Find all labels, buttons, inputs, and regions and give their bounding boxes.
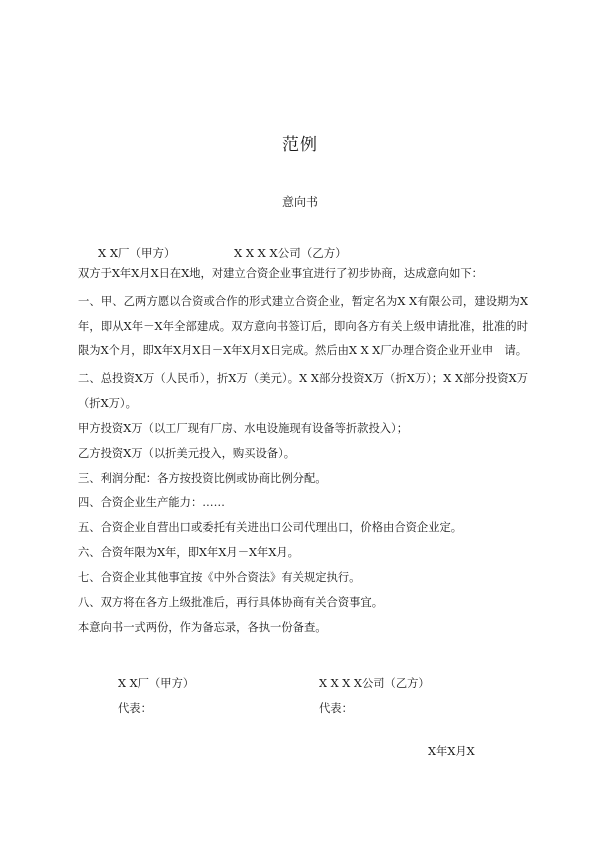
document-title: 范例 [282,135,318,155]
clause-2-party-a-investment: 甲方投资X万（以工厂现有厂房、水电设施现有设备等折款投入）； [78,422,409,435]
clause-1: 一、甲、乙两方愿以合资或合作的形式建立合资企业，暂定名为X X有限公司，建设期为X年，即从X年－X年全部建成。双方意向书签订后，即向各方有关上级申请批准，批准的时限为X个月，即X年X月X日－X年X月X日完成。然后由X X X厂办理合资企业开业申 请。 [78,295,528,358]
signing-date: X年X月X [428,745,475,758]
representative-party-a: 代表： [118,702,152,715]
clause-4: 四、合资企业生产能力：…… [78,496,225,509]
clause-8: 八、双方将在各方上级批准后，再行具体协商有关合资事宜。 [78,596,384,609]
clause-6: 六、合资年限为X年，即X年X月－X年X月。 [78,546,299,559]
clause-2-party-b-investment: 乙方投资X万（以折美元投入，购买设备）。 [78,447,296,460]
party-header [98,245,347,261]
signature-party-a: X X厂（甲方） [118,677,195,690]
closing-paragraph: 本意向书一式两份，作为备忘录，各执一份备查。 [78,621,327,634]
clause-7: 七、合资企业其他事宜按《中外合资法》有关规定执行。 [78,571,361,584]
clause-3: 三、利润分配：各方按投资比例或协商比例分配。 [78,472,327,485]
clause-5: 五、合资企业自营出口或委托有关进出口公司代理出口，价格由合资企业定。 [78,521,463,534]
representative-party-b: 代表： [319,702,353,715]
party-a-label: X X厂（甲方） [98,246,176,260]
clause-2: 二、总投资X万（人民币），折X万（美元）。X X部分投资X万（折X万）；X X部分投资X万（折X万）。 [78,372,528,410]
intro-paragraph: 双方于X年X月X日在X地，对建立合资企业事宜进行了初步协商，达成意向如下： [78,267,483,280]
document-subtitle: 意向书 [281,195,318,209]
signature-party-b: X X X X公司（乙方） [319,677,430,690]
party-b-label: X X X X公司（乙方） [234,246,347,260]
